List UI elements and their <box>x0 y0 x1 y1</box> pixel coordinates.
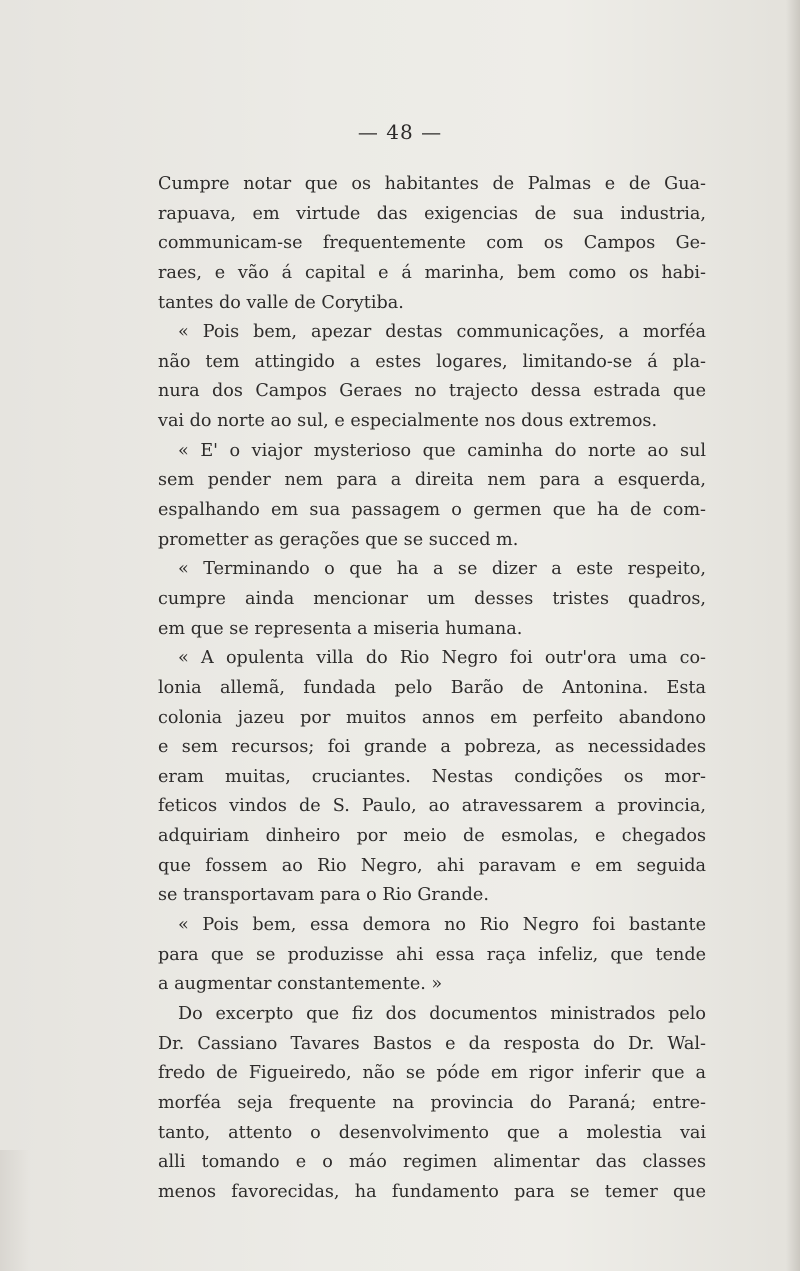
text-line: cumpre ainda mencionar um desses tristes quadros, <box>158 588 706 609</box>
text-line: « E' o viajor mysterioso que caminha do norte ao sul <box>178 440 706 461</box>
text-line: tanto, attento o desenvolvimento que a molestia vai <box>158 1122 706 1143</box>
text-line: Dr. Cassiano Tavares Bastos e da resposta do Dr. Wal- <box>158 1033 706 1054</box>
text-line: nura dos Campos Geraes no trajecto dessa estrada que <box>158 381 706 402</box>
text-line: « Pois bem, apezar destas communicações, a morféa <box>178 322 706 343</box>
text-line: Do excerpto que fiz dos documentos ministrados pelo <box>178 1003 706 1024</box>
text-line: morféa seja frequente na provincia do Paraná; entre- <box>158 1092 706 1113</box>
page-number: — 48 — <box>357 120 443 144</box>
text-line: não tem attingido a estes logares, limitando-se á pla- <box>158 351 706 372</box>
text-line: em que se representa a miseria humana. <box>158 618 523 639</box>
text-line: Cumpre notar que os habitantes de Palmas e de Gua- <box>158 174 706 194</box>
text-line: prometter as gerações que se succed m. <box>158 529 519 550</box>
text-line: rapuava, em virtude das exigencias de sua industria, <box>158 203 706 224</box>
text-line: adquiriam dinheiro por meio de esmolas, e chegados <box>158 826 706 847</box>
text-line: raes, e vão á capital e á marinha, bem como os habi- <box>158 262 706 283</box>
text-line: feticos vindos de S. Paulo, ao atravessarem a provincia, <box>158 796 706 817</box>
text-line: communicam-se frequentemente com os Campos Ge- <box>158 233 706 254</box>
text-line: e sem recursos; foi grande a pobreza, as necessidades <box>158 737 706 758</box>
text-line: menos favorecidas, ha fundamento para se temer que <box>158 1181 706 1202</box>
text-line: tantes do valle de Corytiba. <box>158 292 404 313</box>
text-line: eram muitas, cruciantes. Nestas condições os mor- <box>158 766 706 787</box>
text-line: espalhando em sua passagem o germen que ha de com- <box>158 500 706 521</box>
body-text <box>158 170 706 1207</box>
text-line: que fossem ao Rio Negro, ahi paravam e em seguida <box>158 855 706 876</box>
text-line: « Pois bem, essa demora no Rio Negro foi bastante <box>178 915 706 936</box>
text-line: se transportavam para o Rio Grande. <box>158 885 489 906</box>
text-line: fredo de Figueiredo, não se póde em rigor inferir que a <box>158 1063 706 1084</box>
text-line: vai do norte ao sul, e especialmente nos dous extremos. <box>158 411 658 432</box>
page-corner-shadow <box>0 1150 30 1271</box>
text-line: para que se produzisse ahi essa raça infeliz, que tende <box>158 944 706 965</box>
text-line: a augmentar constantemente. » <box>158 974 443 995</box>
text-line: « Terminando o que ha a se dizer a este respeito, <box>178 559 706 580</box>
text-line: lonia allemã, fundada pelo Barão de Antonina. Esta <box>158 677 706 698</box>
page-edge-shadow <box>786 0 800 1271</box>
text-line: sem pender nem para a direita nem para a esquerda, <box>158 470 706 491</box>
text-line: alli tomando e o máo regimen alimentar das classes <box>158 1152 706 1173</box>
text-line: colonia jazeu por muitos annos em perfeito abandono <box>158 707 706 728</box>
text-line: « A opulenta villa do Rio Negro foi outr'ora uma co- <box>178 648 706 669</box>
